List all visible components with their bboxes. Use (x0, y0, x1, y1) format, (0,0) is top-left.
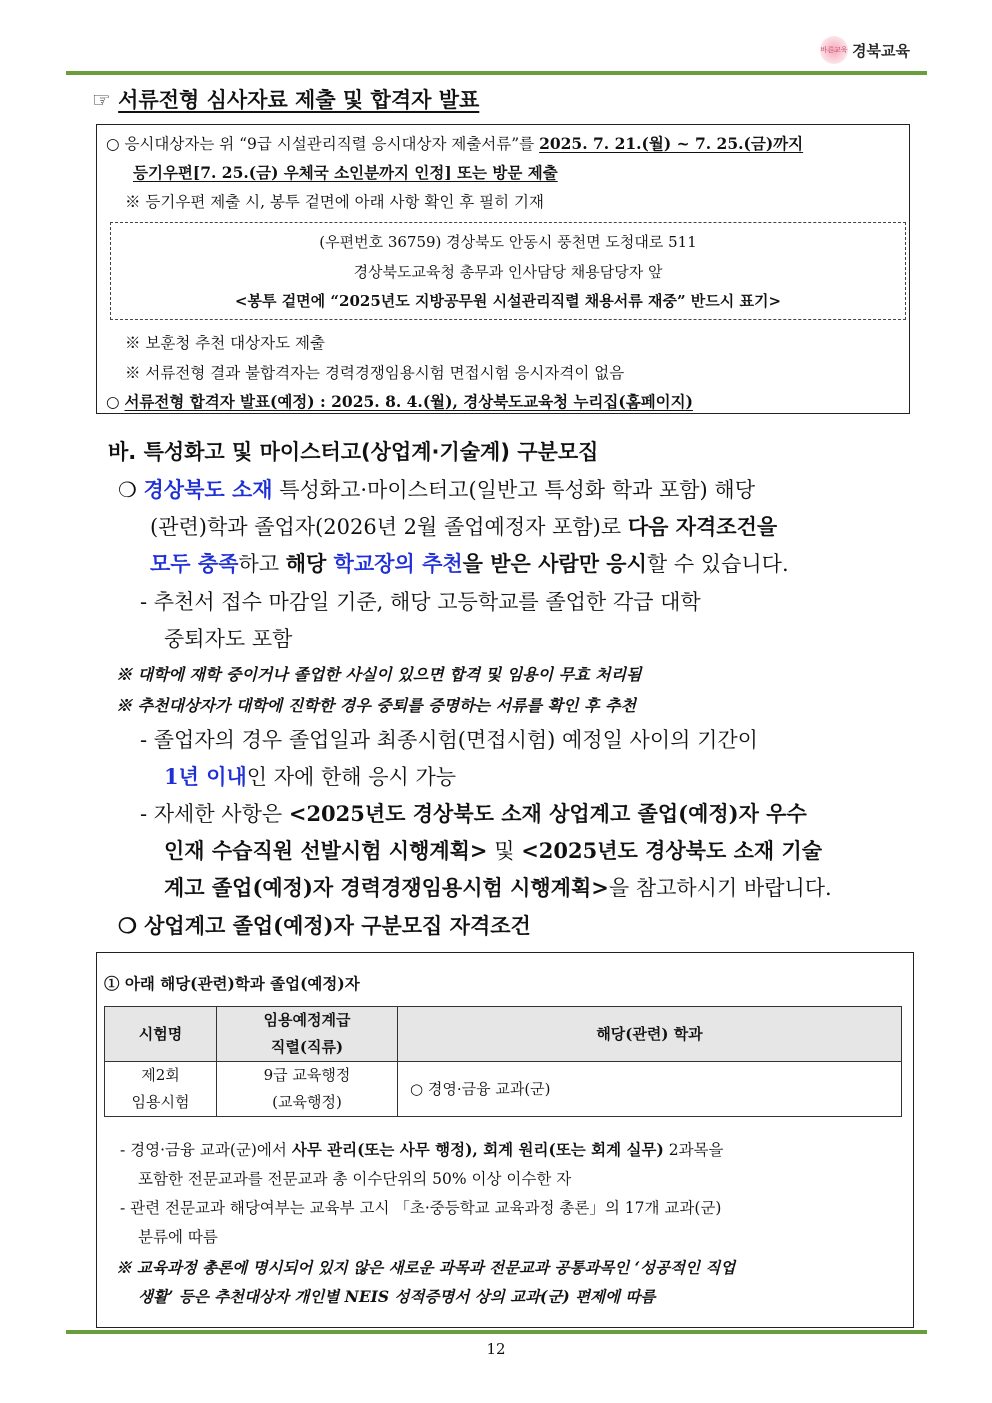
dash3-line3: 계고 졸업(예정)자 경력경쟁임용시험 시행계획>을 참고하시기 바랍니다. (164, 875, 832, 900)
submission-period: 2025. 7. 21.(월) ~ 7. 25.(금)까지 (539, 134, 804, 153)
box2-dash1-line2: 포함한 전문교과를 전문교과 총 이수단위의 50% 이상 이수한 자 (138, 1170, 572, 1188)
para1-line1: ❍ 경상북도 소재 특성화고·마이스터고(일반고 특성화 학과 포함) 해당 (118, 477, 755, 502)
box1-note-fail: ※ 서류전형 결과 불합격자는 경력경쟁임용시험 면접시험 응시자격이 없음 (125, 364, 625, 382)
bottom-rule (66, 1330, 927, 1334)
address-box (110, 222, 906, 320)
qualification-title: ① 아래 해당(관련)학과 졸업(예정)자 (104, 974, 360, 993)
announce-text: 서류전형 합격자 발표(예정) : 2025. 8. 4.(월), 경상북도교육청 누리집(홈페이지) (124, 392, 693, 411)
box1-line2: 등기우편[7. 25.(금) 우체국 소인분까지 인정] 또는 방문 제출 (133, 163, 558, 182)
page-number: 12 (486, 1340, 506, 1358)
section-title-text: 서류전형 심사자료 제출 및 합격자 발표 (118, 88, 480, 112)
th-grade: 임용예정계급 직렬(직류) (217, 1007, 398, 1062)
sub-heading-commerce: ❍ 상업계고 졸업(예정)자 구분모집 자격조건 (118, 913, 531, 938)
para1-line3: 모두 충족하고 해당 학교장의 추천을 받은 사람만 응시할 수 있습니다. (150, 551, 789, 576)
th-department: 해당(관련) 학과 (398, 1007, 902, 1062)
logo-emblem: 바른교육 (820, 36, 848, 64)
address-line3: <봉투 겉면에 “2025년도 지방공무원 시설관리직렬 채용서류 재중” 반드시 표기> (234, 292, 782, 310)
note-dropout: ※ 추천대상자가 대학에 진학한 경우 중퇴를 증명하는 서류를 확인 후 추천 (116, 696, 636, 715)
box2-dash2-line1: - 관련 전문교과 해당여부는 교육부 고시 「초·중등학교 교육과정 총론」의 17개 교과(군) (120, 1199, 722, 1217)
td-grade: 9급 교육행정 (교육행정) (217, 1062, 398, 1117)
section-title (92, 84, 479, 114)
box1-note-envelope: ※ 등기우편 제출 시, 봉투 겉면에 아래 사항 확인 후 필히 기재 (125, 193, 545, 211)
top-rule (66, 71, 927, 75)
table-row (105, 1062, 902, 1117)
para1-line2: (관련)학과 졸업자(2026년 2월 졸업예정자 포함)로 다음 자격조건을 (150, 514, 778, 539)
address-line2: 경상북도교육청 총무과 인사담당 채용담당자 앞 (353, 263, 663, 281)
pointing-hand-icon: ☞ (92, 88, 111, 112)
dash1-line1: - 추천서 접수 마감일 기준, 해당 고등학교를 졸업한 각급 대학 (140, 590, 701, 614)
table-header-row (105, 1007, 902, 1062)
dash3-line1: - 자세한 사항은 <2025년도 경상북도 소재 상업계고 졸업(예정)자 우수 (140, 801, 807, 826)
dash2-line2: 1년 이내인 자에 한해 응시 가능 (164, 764, 457, 789)
th-exam: 시험명 (105, 1007, 217, 1062)
box2-dash2-line2: 분류에 따름 (138, 1228, 218, 1246)
logo-text: 경북교육 (852, 41, 910, 60)
box2-note-line1: ※ 교육과정 총론에 명시되어 있지 않은 새로운 과목과 전문교과 공통과목인 ‘성공적인 직업 (116, 1258, 736, 1277)
dash2-line1: - 졸업자의 경우 졸업일과 최종시험(면접시험) 예정일 사이의 기간이 (140, 728, 758, 752)
note-university: ※ 대학에 재학 중이거나 졸업한 사실이 있으면 합격 및 임용이 무효 처리됨 (116, 665, 642, 684)
dash1-line2: 중퇴자도 포함 (164, 627, 293, 651)
box2-dash1-line1: - 경영·금융 교과(군)에서 사무 관리(또는 사무 행정), 회계 원리(또는 회계 실무) 2과목을 (120, 1140, 724, 1159)
address-line1: (우편번호 36759) 경상북도 안동시 풍천면 도청대로 511 (319, 233, 697, 251)
box1-line1: ○ 응시대상자는 위 “9급 시설관리직렬 응시대상자 제출서류”를 2025. 7. 21.(월) ~ 7. 25.(금)까지 (106, 134, 804, 153)
heading-special-recruit: 바. 특성화고 및 마이스터고(상업계·기술계) 구분모집 (108, 440, 599, 464)
td-exam: 제2회 임용시험 (105, 1062, 217, 1117)
logo (820, 36, 910, 64)
qualification-table (104, 1006, 902, 1117)
box2-note-line2: 생활’ 등은 추천대상자 개인별 NEIS 성적증명서 상의 교과(군) 편제에 따름 (138, 1287, 656, 1306)
td-department: ○ 경영·금융 교과(군) (398, 1062, 902, 1117)
box1-note-veteran: ※ 보훈청 추천 대상자도 제출 (125, 334, 325, 352)
dash3-line2: 인재 수습직원 선발시험 시행계획> 및 <2025년도 경상북도 소재 기술 (164, 838, 823, 863)
box1-line-announce: ○ 서류전형 합격자 발표(예정) : 2025. 8. 4.(월), 경상북도교육청 누리집(홈페이지) (106, 392, 693, 411)
